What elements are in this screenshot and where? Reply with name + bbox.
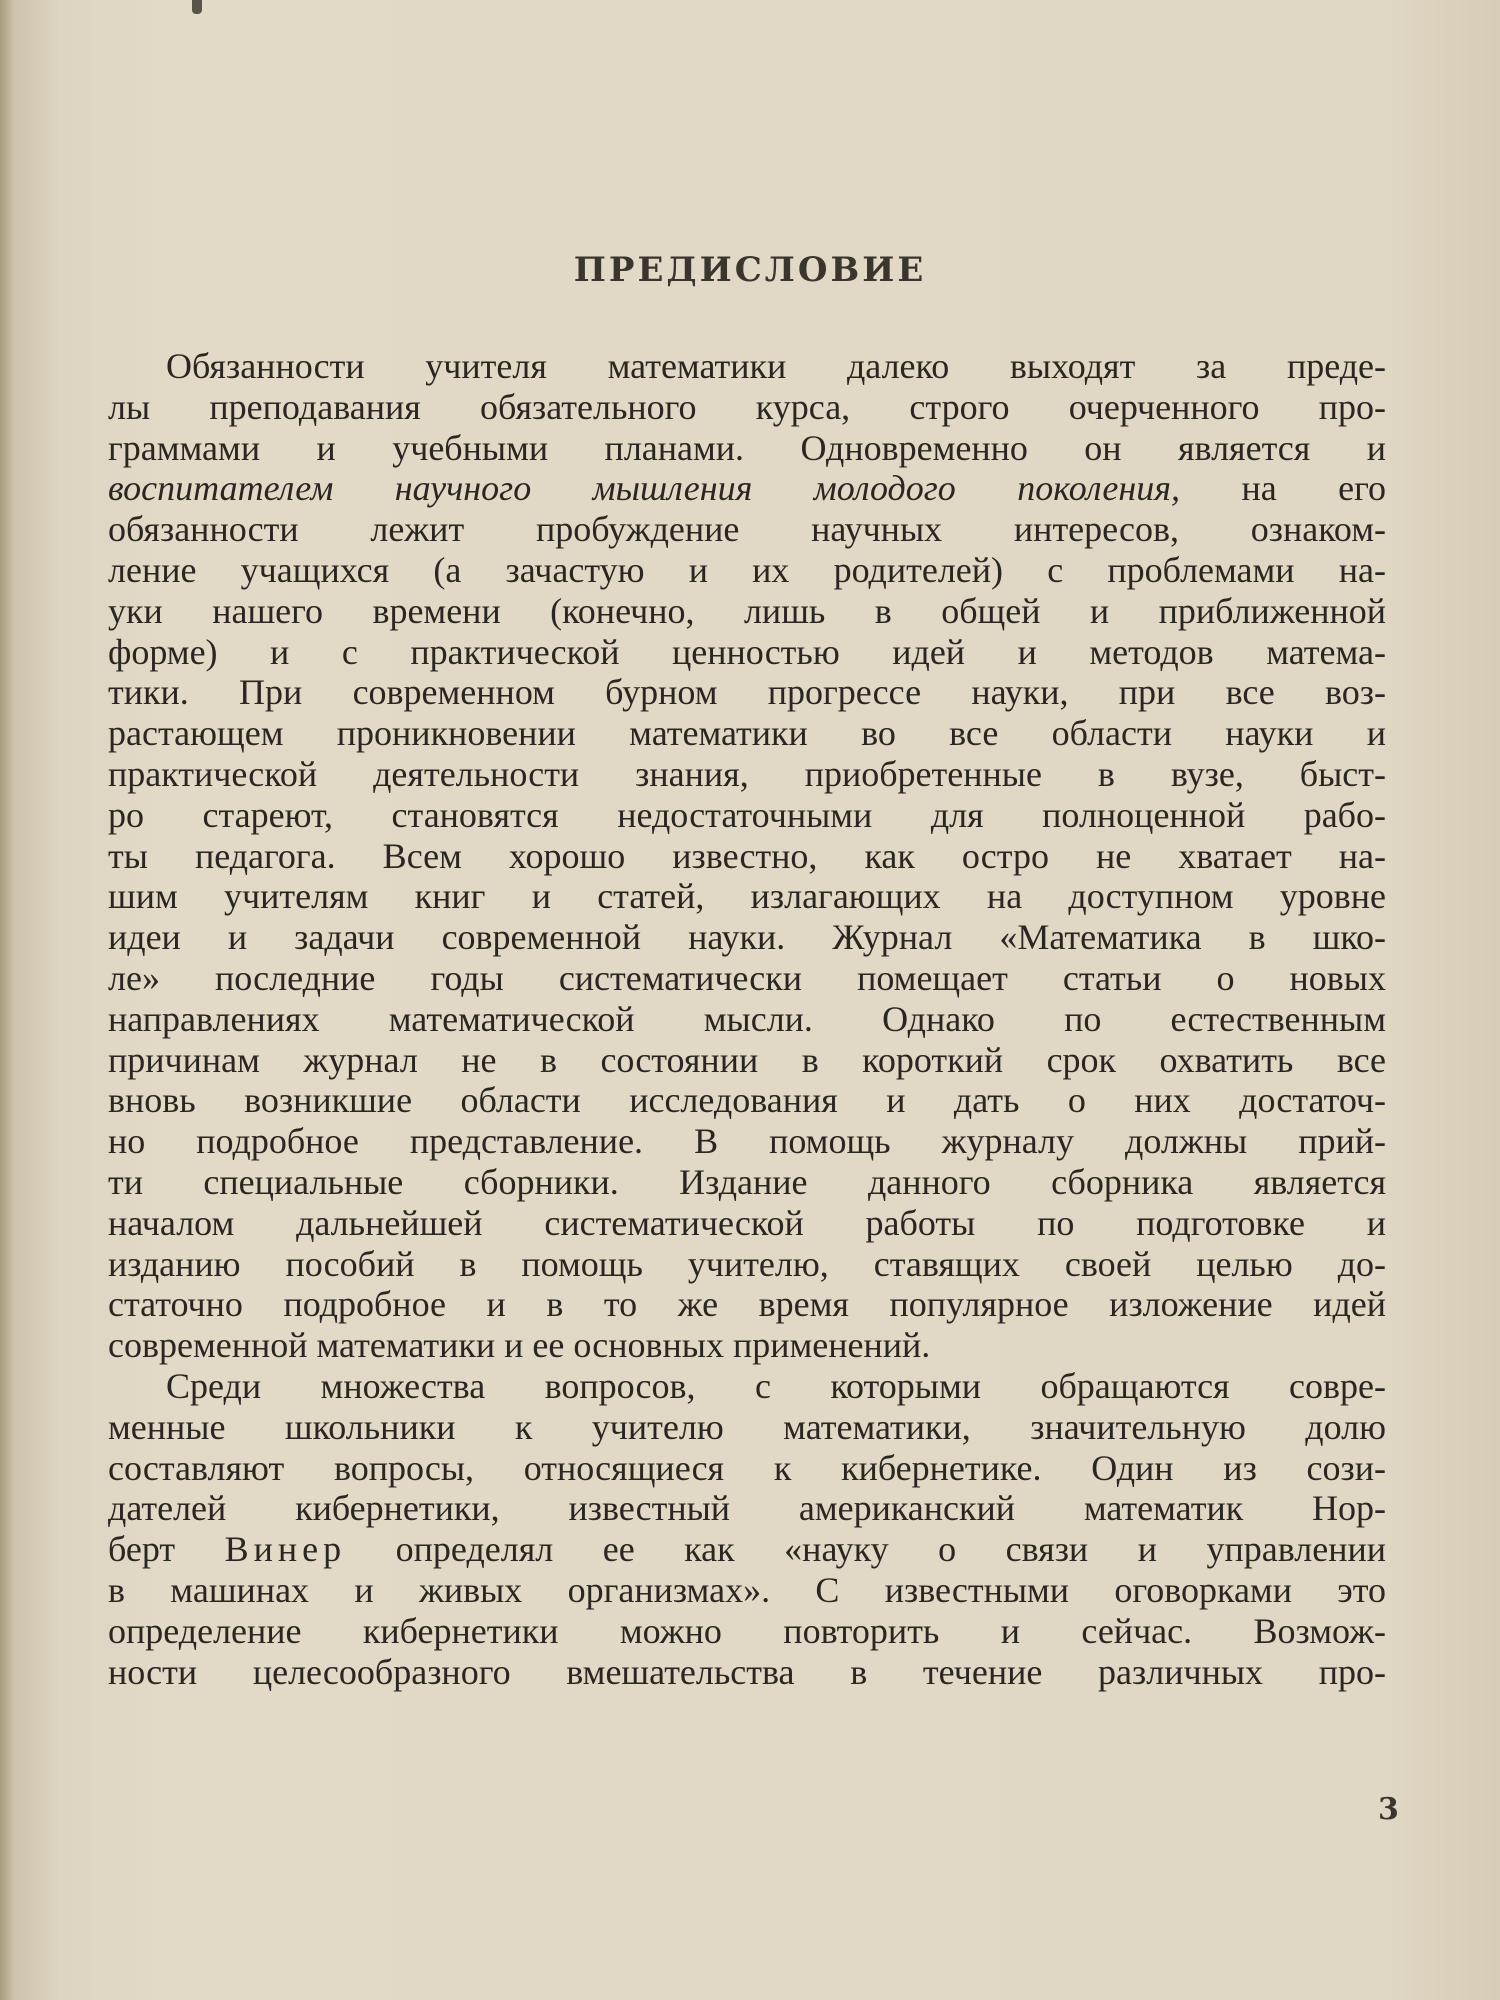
- text-line: составляют вопросы, относящиеся к кибернетике. Один из сози-: [108, 1447, 1386, 1488]
- text-line: направлениях математической мысли. Однако по естественным: [108, 998, 1386, 1039]
- text-line: менные школьники к учителю математики, значительную долю: [108, 1406, 1386, 1447]
- text-line: [108, 1529, 1386, 1570]
- text-line: шим учителям книг и статей, излагающих на доступном уровне: [108, 876, 1386, 917]
- text-line: изданию пособий в помощь учителю, ставящих своей целью до-: [108, 1243, 1386, 1284]
- text-line: лы преподавания обязательного курса, строго очерченного про-: [108, 386, 1386, 427]
- text-line: статочно подробное и в то же время популярное изложение идей: [108, 1284, 1386, 1325]
- text-fragment: берт: [108, 1529, 225, 1570]
- text-line: Среди множества вопросов, с которыми обращаются совре-: [166, 1365, 1386, 1406]
- page-top-mark: [192, 0, 202, 14]
- text-fragment: определял ее как «науку о связи и управлении: [346, 1529, 1386, 1570]
- text-line: ление учащихся (а зачастую и их родителей) с проблемами на-: [108, 549, 1386, 590]
- text-line: ты педагога. Всем хорошо известно, как остро не хватает на-: [108, 835, 1386, 876]
- page-title: ПРЕДИСЛОВИЕ: [573, 250, 927, 290]
- text-line: уки нашего времени (конечно, лишь в общей и приближенной: [108, 590, 1386, 631]
- text-line: вновь возникшие области исследования и дать о них достаточ-: [108, 1080, 1386, 1121]
- text-line: но подробное представление. В помощь журналу должны прий-: [108, 1121, 1386, 1162]
- text-line: ле» последние годы систематически помещает статьи о новых: [108, 957, 1386, 998]
- text-line: идеи и задачи современной науки. Журнал «Математика в шко-: [108, 917, 1386, 958]
- text-line: началом дальнейшей систематической работы по подготовке и: [108, 1202, 1386, 1243]
- text-line: современной математики и ее основных применений.: [108, 1325, 931, 1366]
- text-line: определение кибернетики можно повторить и сейчас. Возмож-: [108, 1610, 1386, 1651]
- text-line: граммами и учебными планами. Одновременно он является и: [108, 427, 1386, 468]
- text-line: ности целесообразного вмешательства в течение различных про-: [108, 1651, 1386, 1692]
- preface-body: [108, 346, 1386, 1692]
- emphasis-spaced-name: Винер: [224, 1529, 347, 1570]
- page-number: 3: [1378, 1792, 1399, 1827]
- text-line: практической деятельности знания, приобретенные в вузе, быст-: [108, 753, 1386, 794]
- text-line: форме) и с практической ценностью идей и методов матема-: [108, 631, 1386, 672]
- text-line: растающем проникновении математики во все области науки и: [108, 713, 1386, 754]
- text-line: тики. При современном бурном прогрессе науки, при все воз-: [108, 672, 1386, 713]
- text-line: обязанности лежит пробуждение научных интересов, ознаком-: [108, 509, 1386, 550]
- text-line: в машинах и живых организмах». С известными оговорками это: [108, 1569, 1386, 1610]
- text-fragment: на его: [1180, 468, 1386, 509]
- text-line: ти специальные сборники. Издание данного сборника является: [108, 1161, 1386, 1202]
- text-line: Обязанности учителя математики далеко выходят за преде-: [166, 346, 1386, 386]
- emphasis-italic: воспитателем научного мышления молодого поколения,: [108, 468, 1180, 509]
- text-line: [108, 468, 1386, 509]
- page-gutter-shadow: [0, 0, 14, 2000]
- text-line: ро стареют, становятся недостаточными для полноценной рабо-: [108, 794, 1386, 835]
- text-line: дателей кибернетики, известный американский математик Нор-: [108, 1488, 1386, 1529]
- text-line: причинам журнал не в состоянии в короткий срок охватить все: [108, 1039, 1386, 1080]
